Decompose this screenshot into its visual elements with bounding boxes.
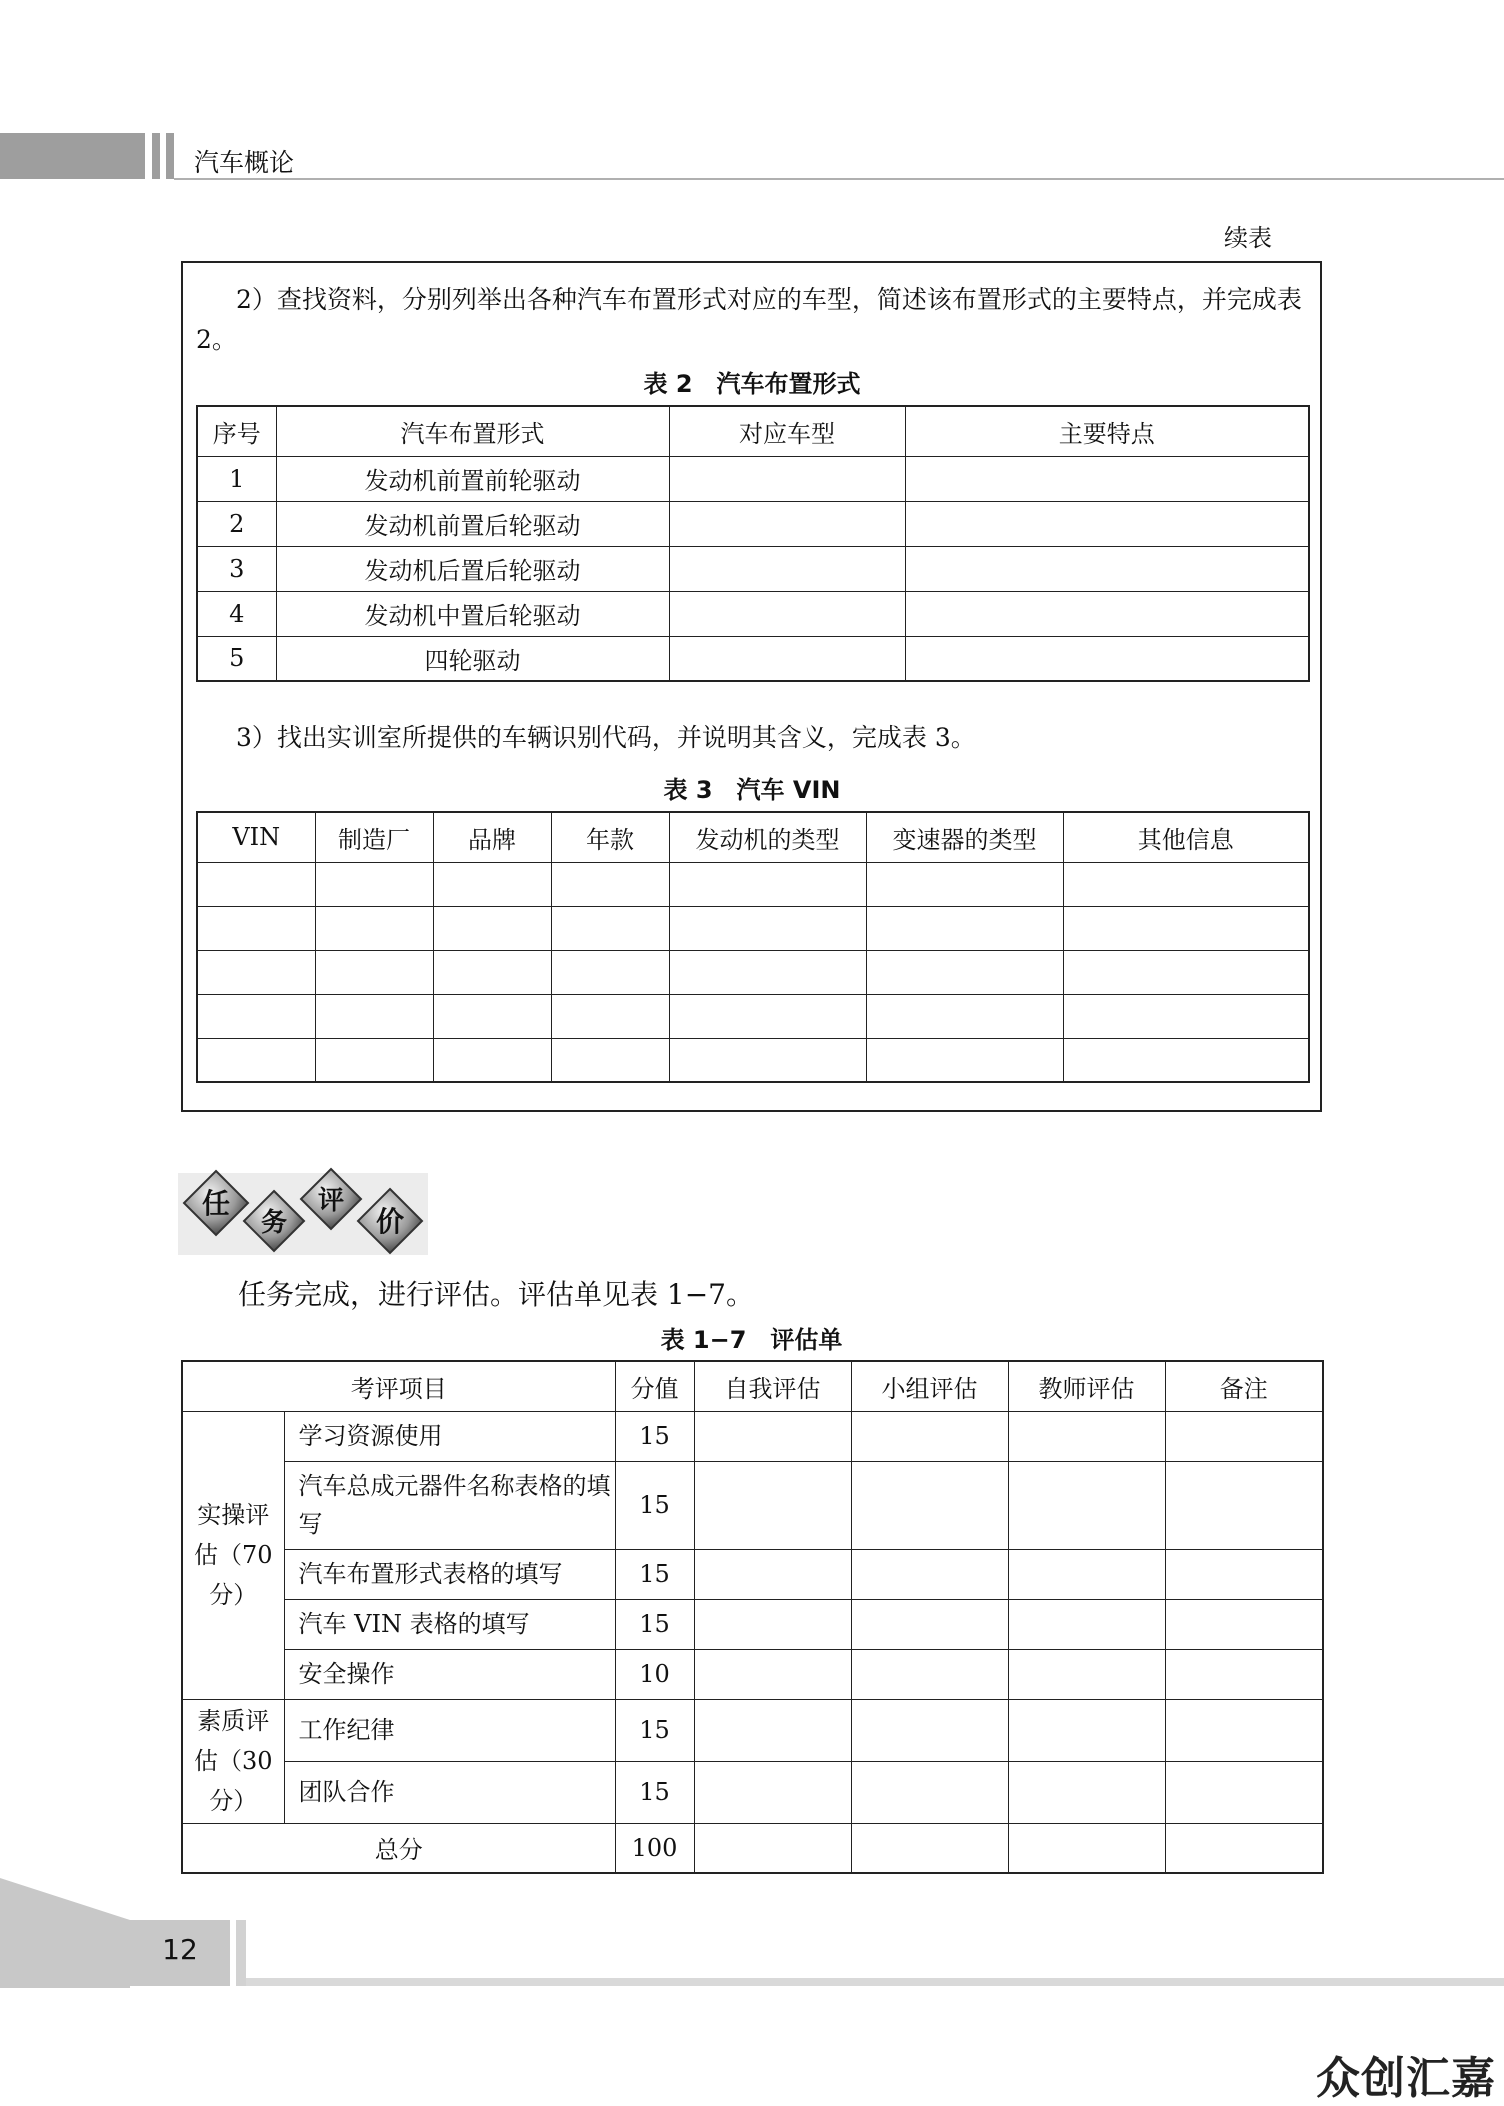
empty-cell bbox=[866, 906, 1063, 950]
table-row bbox=[182, 1599, 1323, 1649]
cell-layout: 发动机前置后轮驱动 bbox=[276, 501, 669, 546]
empty-cell bbox=[851, 1761, 1008, 1823]
empty-cell bbox=[197, 1038, 315, 1082]
empty-cell bbox=[1008, 1761, 1165, 1823]
empty-cell bbox=[694, 1761, 851, 1823]
empty-cell bbox=[433, 906, 551, 950]
table-row bbox=[182, 1411, 1323, 1461]
evaluation-caption: 表 1−7 评估单 bbox=[660, 1326, 843, 1354]
cell-model bbox=[669, 591, 905, 636]
empty-cell bbox=[1063, 950, 1309, 994]
empty-cell bbox=[433, 1038, 551, 1082]
empty-cell bbox=[197, 994, 315, 1038]
empty-cell bbox=[669, 906, 866, 950]
empty-cell bbox=[851, 1823, 1008, 1873]
col-header: 对应车型 bbox=[669, 406, 905, 456]
empty-cell bbox=[315, 994, 433, 1038]
empty-cell bbox=[1165, 1461, 1323, 1549]
cell-feature bbox=[905, 501, 1309, 546]
item-name: 汽车 VIN 表格的填写 bbox=[284, 1599, 615, 1649]
empty-cell bbox=[669, 950, 866, 994]
empty-cell bbox=[1165, 1411, 1323, 1461]
cell-index: 3 bbox=[197, 546, 276, 591]
item-score: 15 bbox=[615, 1549, 694, 1599]
col-header: 主要特点 bbox=[905, 406, 1309, 456]
col-header: 序号 bbox=[197, 406, 276, 456]
evaluation-table bbox=[181, 1360, 1324, 1874]
cell-feature bbox=[905, 456, 1309, 501]
table-row bbox=[197, 546, 1309, 591]
empty-cell bbox=[851, 1461, 1008, 1549]
header-bar bbox=[166, 133, 174, 179]
footer-rule bbox=[246, 1978, 1504, 1986]
col-header: 变速器的类型 bbox=[866, 812, 1063, 862]
cell-feature bbox=[905, 546, 1309, 591]
empty-cell bbox=[851, 1699, 1008, 1761]
empty-cell bbox=[1008, 1649, 1165, 1699]
empty-cell bbox=[694, 1599, 851, 1649]
table-row bbox=[197, 862, 1309, 906]
badge-char: 价 bbox=[375, 1205, 405, 1238]
empty-cell bbox=[197, 862, 315, 906]
col-header: VIN bbox=[197, 812, 315, 862]
empty-cell bbox=[1063, 906, 1309, 950]
empty-cell bbox=[551, 906, 669, 950]
vin-table bbox=[196, 811, 1310, 1083]
empty-cell bbox=[694, 1549, 851, 1599]
empty-cell bbox=[694, 1411, 851, 1461]
table-row bbox=[197, 591, 1309, 636]
col-header: 考评项目 bbox=[182, 1361, 615, 1411]
table-row bbox=[197, 1038, 1309, 1082]
col-header: 年款 bbox=[551, 812, 669, 862]
cell-layout: 发动机前置前轮驱动 bbox=[276, 456, 669, 501]
empty-cell bbox=[1008, 1699, 1165, 1761]
footer-wedge bbox=[0, 1878, 130, 1988]
empty-cell bbox=[694, 1823, 851, 1873]
table-row bbox=[197, 501, 1309, 546]
table-row bbox=[197, 950, 1309, 994]
item-score: 10 bbox=[615, 1649, 694, 1699]
empty-cell bbox=[433, 950, 551, 994]
table-row bbox=[197, 906, 1309, 950]
cell-layout: 发动机后置后轮驱动 bbox=[276, 546, 669, 591]
empty-cell bbox=[1008, 1411, 1165, 1461]
empty-cell bbox=[851, 1411, 1008, 1461]
header-bar bbox=[152, 133, 160, 179]
table-row bbox=[197, 456, 1309, 501]
table-row bbox=[197, 636, 1309, 681]
cell-feature bbox=[905, 636, 1309, 681]
empty-cell bbox=[197, 906, 315, 950]
col-header: 制造厂 bbox=[315, 812, 433, 862]
empty-cell bbox=[1063, 862, 1309, 906]
cell-feature bbox=[905, 591, 1309, 636]
cell-model bbox=[669, 501, 905, 546]
table2-caption: 表 2 汽车布置形式 bbox=[643, 370, 861, 398]
category-cell: 素质评估（30 分） bbox=[182, 1699, 284, 1823]
empty-cell bbox=[1165, 1823, 1323, 1873]
table3-caption: 表 3 汽车 VIN bbox=[663, 776, 841, 804]
cell-layout: 发动机中置后轮驱动 bbox=[276, 591, 669, 636]
empty-cell bbox=[1165, 1761, 1323, 1823]
empty-cell bbox=[669, 1038, 866, 1082]
empty-cell bbox=[315, 1038, 433, 1082]
table-row bbox=[182, 1461, 1323, 1549]
empty-cell bbox=[551, 1038, 669, 1082]
cell-layout: 四轮驱动 bbox=[276, 636, 669, 681]
empty-cell bbox=[851, 1649, 1008, 1699]
task-evaluation-badge bbox=[178, 1165, 438, 1260]
header-rule bbox=[174, 178, 1504, 180]
footer-bar bbox=[236, 1920, 246, 1986]
empty-cell bbox=[1165, 1549, 1323, 1599]
item-name: 安全操作 bbox=[284, 1649, 615, 1699]
item-name: 汽车总成元器件名称表格的填写 bbox=[284, 1461, 615, 1549]
item-score: 15 bbox=[615, 1699, 694, 1761]
instruction-2: 2）查找资料，分别列举出各种汽车布置形式对应的车型，简述该布置形式的主要特点，并完成表 2。 bbox=[196, 285, 1302, 354]
table-row bbox=[182, 1699, 1323, 1761]
item-name: 工作纪律 bbox=[284, 1699, 615, 1761]
instruction-3: 3）找出实训室所提供的车辆识别代码，并说明其含义，完成表 3。 bbox=[236, 723, 976, 752]
empty-cell bbox=[1063, 994, 1309, 1038]
layout-table bbox=[196, 405, 1310, 682]
empty-cell bbox=[315, 862, 433, 906]
empty-cell bbox=[866, 1038, 1063, 1082]
total-row bbox=[182, 1823, 1323, 1873]
empty-cell bbox=[197, 950, 315, 994]
table-header-row bbox=[197, 812, 1309, 862]
table-row bbox=[197, 994, 1309, 1038]
item-score: 15 bbox=[615, 1461, 694, 1549]
badge-char: 任 bbox=[201, 1187, 231, 1220]
item-score: 15 bbox=[615, 1761, 694, 1823]
empty-cell bbox=[1165, 1649, 1323, 1699]
empty-cell bbox=[694, 1461, 851, 1549]
table-row bbox=[182, 1549, 1323, 1599]
empty-cell bbox=[1165, 1599, 1323, 1649]
empty-cell bbox=[1008, 1549, 1165, 1599]
col-header: 发动机的类型 bbox=[669, 812, 866, 862]
cell-index: 2 bbox=[197, 501, 276, 546]
empty-cell bbox=[669, 862, 866, 906]
empty-cell bbox=[851, 1549, 1008, 1599]
empty-cell bbox=[551, 950, 669, 994]
total-label: 总分 bbox=[182, 1823, 615, 1873]
cell-model bbox=[669, 636, 905, 681]
cell-model bbox=[669, 456, 905, 501]
table-row bbox=[182, 1649, 1323, 1699]
item-name: 汽车布置形式表格的填写 bbox=[284, 1549, 615, 1599]
cell-model bbox=[669, 546, 905, 591]
item-name: 学习资源使用 bbox=[284, 1411, 615, 1461]
total-score: 100 bbox=[615, 1823, 694, 1873]
watermark: 众创汇嘉 bbox=[1316, 2053, 1496, 2104]
col-header: 备注 bbox=[1165, 1361, 1323, 1411]
empty-cell bbox=[866, 862, 1063, 906]
badge-char: 评 bbox=[317, 1186, 345, 1216]
empty-cell bbox=[866, 950, 1063, 994]
item-score: 15 bbox=[615, 1599, 694, 1649]
badge-char: 务 bbox=[260, 1208, 288, 1238]
empty-cell bbox=[1063, 1038, 1309, 1082]
col-header: 其他信息 bbox=[1063, 812, 1309, 862]
empty-cell bbox=[1165, 1699, 1323, 1761]
empty-cell bbox=[551, 862, 669, 906]
empty-cell bbox=[866, 994, 1063, 1038]
empty-cell bbox=[315, 950, 433, 994]
table-row bbox=[182, 1761, 1323, 1823]
cell-index: 5 bbox=[197, 636, 276, 681]
header-gray-block bbox=[0, 133, 145, 179]
empty-cell bbox=[694, 1699, 851, 1761]
col-header: 汽车布置形式 bbox=[276, 406, 669, 456]
empty-cell bbox=[433, 862, 551, 906]
empty-cell bbox=[1008, 1823, 1165, 1873]
continued-label: 续表 bbox=[1224, 224, 1272, 252]
col-header: 品牌 bbox=[433, 812, 551, 862]
empty-cell bbox=[1008, 1599, 1165, 1649]
running-title: 汽车概论 bbox=[194, 148, 295, 177]
page-number: 12 bbox=[162, 1933, 198, 1966]
table-header-row bbox=[197, 406, 1309, 456]
empty-cell bbox=[551, 994, 669, 1038]
col-header: 小组评估 bbox=[851, 1361, 1008, 1411]
item-score: 15 bbox=[615, 1411, 694, 1461]
empty-cell bbox=[694, 1649, 851, 1699]
empty-cell bbox=[1008, 1461, 1165, 1549]
cell-index: 1 bbox=[197, 456, 276, 501]
empty-cell bbox=[851, 1599, 1008, 1649]
col-header: 分值 bbox=[615, 1361, 694, 1411]
empty-cell bbox=[669, 994, 866, 1038]
table-header-row bbox=[182, 1361, 1323, 1411]
category-cell: 实操评估（70 分） bbox=[182, 1411, 284, 1699]
empty-cell bbox=[433, 994, 551, 1038]
item-name: 团队合作 bbox=[284, 1761, 615, 1823]
col-header: 教师评估 bbox=[1008, 1361, 1165, 1411]
evaluation-intro: 任务完成，进行评估。评估单见表 1−7。 bbox=[238, 1278, 754, 1311]
col-header: 自我评估 bbox=[694, 1361, 851, 1411]
empty-cell bbox=[315, 906, 433, 950]
cell-index: 4 bbox=[197, 591, 276, 636]
